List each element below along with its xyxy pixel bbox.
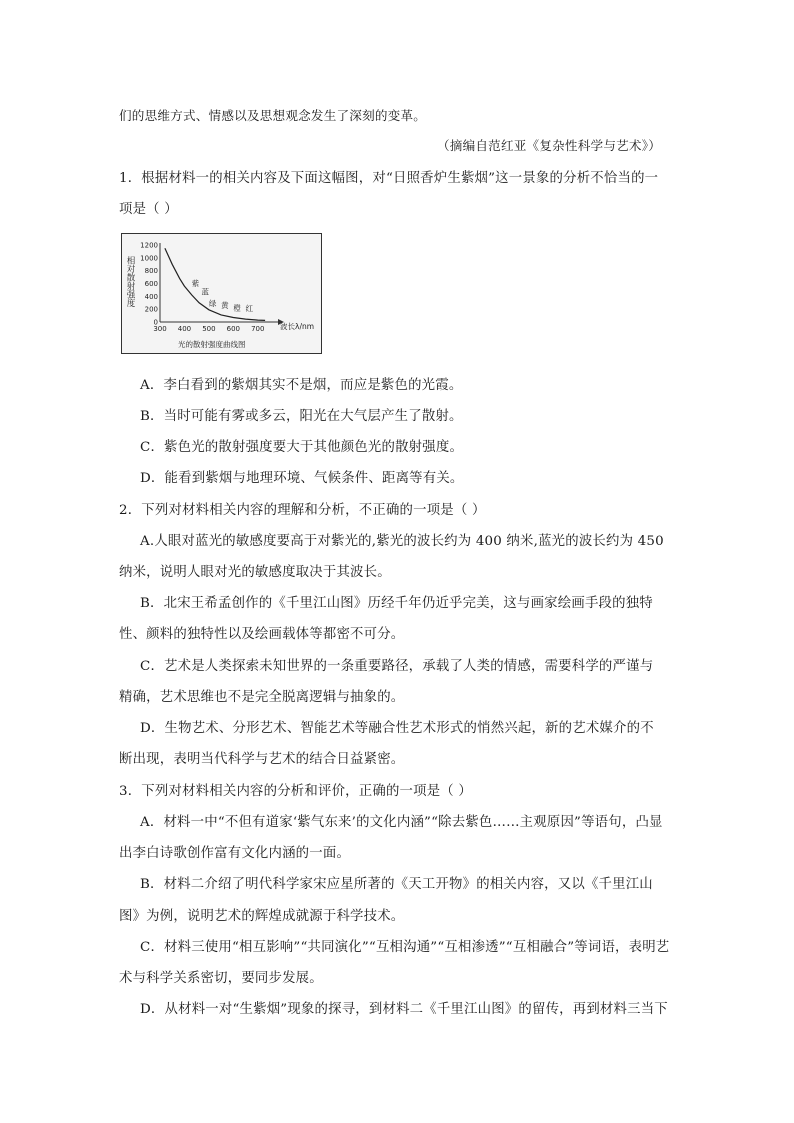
y-tick-label: 400 [144, 292, 158, 301]
q1-option-c: C．紫色光的散射强度要大于其他颜色光的散射强度。 [140, 440, 464, 455]
q3-option-b-line-1: B．材料二介绍了明代科学家宋应星所著的《天工开物》的相关内容，又以《千里江山 [140, 877, 653, 892]
x-tick-label: 300 [153, 325, 167, 333]
q3-option-c-line-2: 术与科学关系密切，要同步发展。 [119, 971, 323, 986]
q1-option-b: B．当时可能有雾或多云，阳光在大气层产生了散射。 [140, 409, 463, 424]
q3-option-d-line-1: D．从材料一对“生紫烟”现象的探寻，到材料二《千里江山图》的留传，再到材料三当下 [140, 1002, 668, 1017]
question-1-line-2: 项是（ ） [119, 202, 178, 217]
x-tick-label: 400 [177, 325, 192, 333]
q3-option-a-line-2: 出李白诗歌创作富有文化内涵的一面。 [119, 846, 351, 861]
intro-line: 们的思维方式、情感以及思想观念发生了深刻的变革。 [119, 108, 427, 123]
figure-caption: 光的散射强度曲线图 [178, 340, 246, 349]
color-label: 绿 [208, 298, 217, 308]
x-axis-label: 波长λ/nm [280, 322, 315, 331]
q3-option-a-line-1: A．材料一中“不但有道家‘紫气东来’的文化内涵”“除去紫色……主观原因”等语句，凸显 [140, 815, 663, 830]
q2-option-b-line-1: B．北宋王希孟创作的《千里江山图》历经千年仍近乎完美，这与画家绘画手段的独特 [140, 596, 653, 611]
y-tick-label: 200 [144, 305, 158, 314]
scattering-curve-figure [121, 233, 322, 354]
x-tick-label: 500 [202, 325, 216, 333]
q3-option-b-line-2: 图》为例，说明艺术的辉煌成就源于科学技术。 [119, 909, 405, 924]
q2-option-c-line-2: 精确，艺术思维也不是完全脱离逻辑与抽象的。 [119, 690, 405, 705]
q2-option-a-line-2: 纳米，说明人眼对光的敏感度取决于其波长。 [119, 565, 391, 580]
color-label: 蓝 [201, 287, 210, 297]
y-tick-label: 800 [144, 267, 158, 276]
q2-option-d-line-1: D．生物艺术、分形艺术、智能艺术等融合性艺术形式的悄然兴起，新的艺术媒介的不 [140, 721, 654, 736]
x-tick-label: 600 [226, 325, 241, 333]
q2-option-b-line-2: 性、颜料的独特性以及绘画载体等都密不可分。 [119, 627, 405, 642]
q2-option-d-line-2: 断出现，表明当代科学与艺术的结合日益紧密。 [119, 752, 405, 767]
q2-option-c-line-1: C．艺术是人类探索未知世界的一条重要路径，承载了人类的情感，需要科学的严谨与 [140, 659, 654, 674]
color-label: 紫 [191, 279, 200, 289]
color-label: 橙 [233, 303, 241, 313]
question-3-line-1: 3．下列对材料相关内容的分析和评价，正确的一项是（ ） [119, 784, 472, 799]
citation: （摘编自范红亚《复杂性科学与艺术》） [437, 138, 661, 153]
color-label: 黄 [221, 300, 229, 310]
q2-option-a-line-1: A.人眼对蓝光的敏感度要高于对紫光的,紫光的波长约为 400 纳米,蓝光的波长约为 450 [140, 534, 664, 549]
color-label: 红 [245, 304, 254, 314]
q3-option-c-line-1: C．材料三使用“相互影响”“共同演化”“互相沟通”“互相渗透”“互相融合”等词语，表明艺 [140, 940, 670, 955]
y-tick-label: 600 [144, 280, 158, 288]
question-2-line-1: 2．下列对材料相关内容的理解和分析，不正确的一项是（ ） [119, 503, 486, 518]
y-tick-label: 1200 [140, 241, 158, 250]
q1-option-d: D．能看到紫烟与地理环境、气候条件、距离等有关。 [140, 471, 464, 486]
x-tick-label: 700 [251, 325, 265, 333]
y-axis-label: 相对散射强度 [125, 256, 135, 307]
q1-option-a: A．李白看到的紫烟其实不是烟，而应是紫色的光霞。 [140, 378, 463, 393]
scattering-chart [122, 234, 320, 352]
y-tick-label: 1000 [140, 254, 158, 263]
y-tick-label: 0 [153, 318, 158, 327]
question-1-line-1: 1．根据材料一的相关内容及下面这幅图，对“日照香炉生紫烟”这一景象的分析不恰当的一 [119, 171, 659, 186]
